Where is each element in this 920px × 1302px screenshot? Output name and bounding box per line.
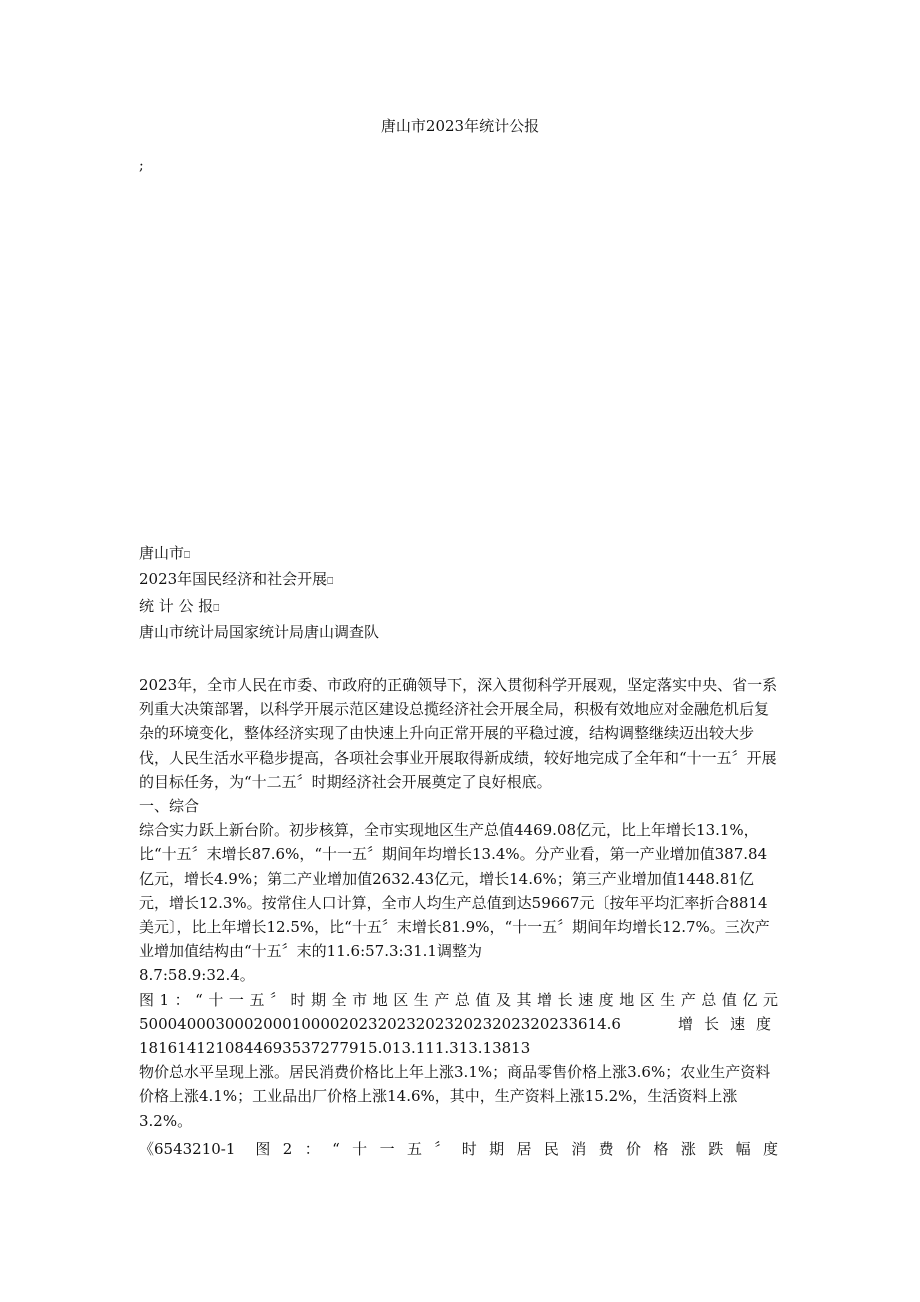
intro-paragraph: 2023年，全市人民在市委、市政府的正确领导下，深入贯彻科学开展观，坚定落实中央、省一系列重大决策部署，以科学开展示范区建设总揽经济社会开展全局，积极有效地应对金融危机后复杂的环境变化，整体经济实现了由快速上升向正常开展的平稳过渡，结构调整继续迈出较大步伐，人民生活水平稳步提高，各项社会事业开展取得新成绩，较好地完成了全年和“十一五〞开展的目标任务，为“十二五〞时期经济社会开展奠定了良好根底。	[139, 676, 778, 791]
section-heading-overview: 一、综合	[139, 797, 200, 816]
figure2-prefix: 《6543210-1	[139, 1139, 236, 1158]
header-line-report: 2023年国民经济和社会开展⎕	[139, 570, 334, 588]
figure2-caption-row	[139, 1137, 782, 1161]
body-text	[139, 673, 782, 1161]
figure1-caption: 图1：“十一五〞时期全市地区生产总值及其增长速度地区生产总值亿元	[139, 990, 782, 1009]
structure-ratio: 8.7:58.9:32.4。	[139, 966, 255, 985]
stray-semicolon: ;	[139, 158, 144, 174]
header-line-city: 唐山市⎕	[139, 544, 191, 562]
figure1-data-values: 5000400030002000100002023202320232023202320233614.6	[139, 1014, 621, 1033]
header-line-agency: 唐山市统计局国家统计局唐山调查队	[139, 623, 380, 641]
overview-paragraph: 综合实力跃上新台阶。初步核算，全市实现地区生产总值4469.08亿元，比上年增长13.1%，比“十五〞末增长87.6%，“十一五〞期间年均增长13.4%。分产业看，第一产业增加值387.84亿元，增长4.9%；第二产业增加值2632.43亿元，增长14.6%；第三产业增加值1448.81亿元，增长12.3%。按常住人口计算，全市人均生产总值到达59667元〔按年平均汇率折合8814美元〕，比上年增长12.5%，比“十五〞末增长81.9%，“十一五〞期间年均增长12.7%。三次产业增加值结构由“十五〞末的11.6:57.3:31.1调整为	[139, 821, 770, 961]
header-line-bulletin: 统 计 公 报⎕	[139, 597, 220, 615]
figure1-data-row	[139, 1012, 782, 1036]
header-line-bulletin-text: 统 计 公 报	[139, 597, 214, 615]
figure2-caption: 图2：“十一五〞时期居民消费价格涨跌幅度	[255, 1139, 782, 1158]
figure1-growth-label: 增长速度	[677, 1014, 782, 1033]
prices-paragraph: 物价总水平呈现上涨。居民消费价格比上年上涨3.1%；商品零售价格上涨3.6%；农业生产资料价格上涨4.1%；工业品出厂价格上涨14.6%，其中，生产资料上涨15.2%，生活资料上涨3.2%。	[139, 1063, 771, 1130]
page-title: 唐山市2023年统计公报	[380, 117, 540, 135]
header-line-city-text: 唐山市	[139, 544, 185, 562]
figure1-growth-values: 1816141210844693537277915.013.111.313.13813	[139, 1039, 531, 1058]
header-line-report-text: 2023年国民经济和社会开展	[139, 570, 328, 588]
